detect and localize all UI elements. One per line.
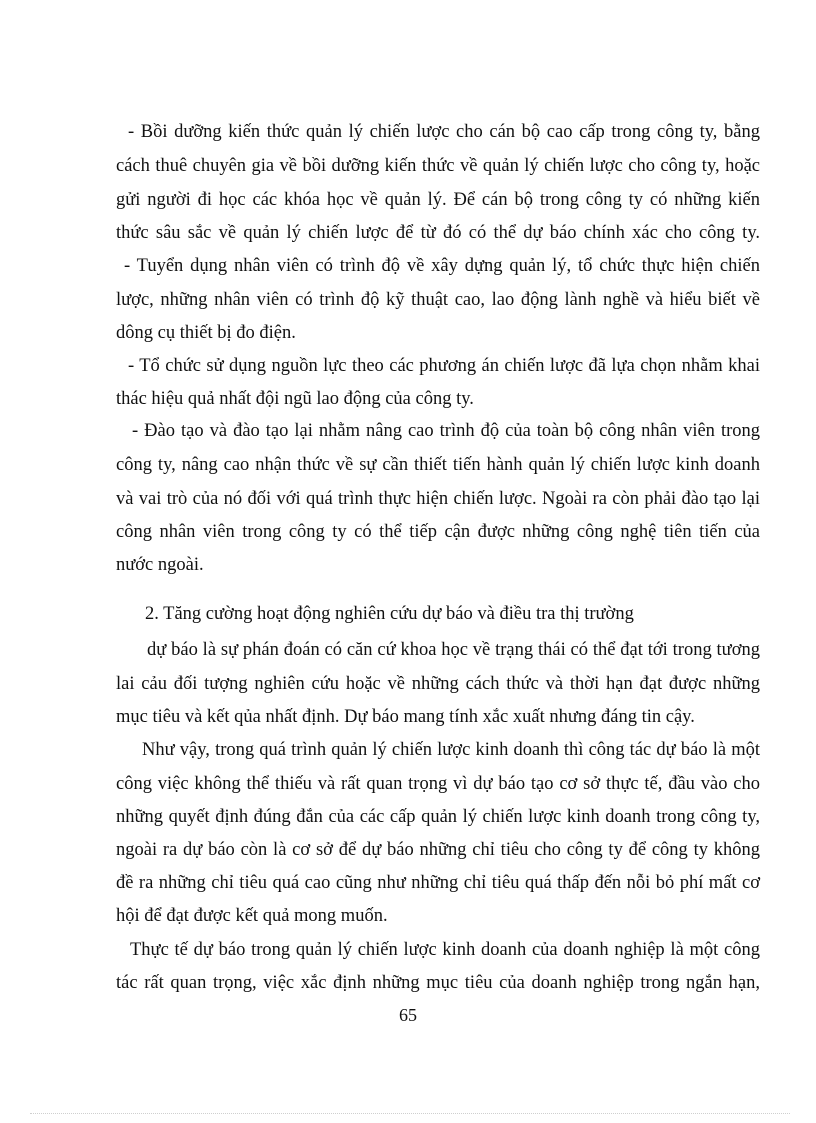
paragraph-1-line-4: thức sâu sắc về quản lý chiến lược để từ đó có thể dự báo chính xác cho công ty. <box>116 223 760 243</box>
paragraph-4-line-1: - Đào tạo và đào tạo lại nhằm nâng cao trình độ của toàn bộ công nhân viên trong <box>132 421 760 441</box>
paragraph-4-line-4: công nhân viên trong công ty có thể tiếp cận được những công nghệ tiên tiến của <box>116 522 760 542</box>
paragraph-6-line-3: những quyết định đúng đắn của các cấp quản lý chiến lược kinh doanh trong công ty, <box>116 807 760 827</box>
paragraph-4-line-3: và vai trò của nó đối với quá trình thực hiện chiến lược. Ngoài ra còn phải đào tạo lại <box>116 489 760 509</box>
paragraph-3-line-1: - Tổ chức sử dụng nguồn lực theo các phương án chiến lược đã lựa chọn nhằm khai <box>128 356 760 376</box>
paragraph-7-line-2: tác rất quan trọng, việc xắc định những mục tiêu của doanh nghiệp trong ngắn hạn, <box>116 973 760 993</box>
page-bottom-dotted-rule <box>30 1113 790 1114</box>
section-heading: 2. Tăng cường hoạt động nghiên cứu dự báo và điều tra thị trường <box>145 604 634 624</box>
paragraph-6-line-2: công việc không thể thiếu và rất quan trọng vì dự báo tạo cơ sở thực tế, đầu vào cho <box>116 774 760 794</box>
paragraph-2-line-1: - Tuyển dụng nhân viên có trình độ về xây dựng quản lý, tổ chức thực hiện chiến <box>124 256 760 276</box>
paragraph-7-line-1: Thực tế dự báo trong quản lý chiến lược kinh doanh của doanh nghiệp là một công <box>130 940 760 960</box>
page-number: 65 <box>399 1005 417 1025</box>
paragraph-6-line-4: ngoài ra dự báo còn là cơ sở để dự báo những chỉ tiêu cho công ty để công ty không <box>116 840 760 860</box>
paragraph-6-line-6: hội để đạt được kết quả mong muốn. <box>116 906 388 926</box>
paragraph-4-line-2: công ty, nâng cao nhận thức về sự cần thiết tiến hành quản lý chiến lược kinh doanh <box>116 455 760 475</box>
paragraph-1-line-1: - Bồi dưỡng kiến thức quản lý chiến lược cho cán bộ cao cấp trong công ty, bằng <box>128 122 760 142</box>
paragraph-1-line-3: gửi người đi học các khóa học về quản lý. Để cán bộ trong công ty có những kiến <box>116 190 760 210</box>
paragraph-5-line-2: lai cảu đối tượng nghiên cứu hoặc về những cách thức và thời hạn đạt được những <box>116 674 760 694</box>
paragraph-4-line-5: nước ngoài. <box>116 555 204 575</box>
paragraph-5-line-1: dự báo là sự phán đoán có căn cứ khoa học về trạng thái có thể đạt tới trong tương <box>147 640 760 660</box>
paragraph-3-line-2: thác hiệu quả nhất đội ngũ lao động của công ty. <box>116 389 474 409</box>
paragraph-6-line-1: Như vậy, trong quá trình quản lý chiến lược kinh doanh thì công tác dự báo là một <box>142 740 760 760</box>
paragraph-5-line-3: mục tiêu và kết qủa nhất định. Dự báo mang tính xắc xuất nhưng đáng tin cậy. <box>116 707 695 727</box>
paragraph-6-line-5: đề ra những chỉ tiêu quá cao cũng như những chỉ tiêu quá thấp đến nỗi bỏ phí mất cơ <box>116 873 760 893</box>
paragraph-2-line-2: lược, những nhân viên có trình độ kỹ thuật cao, lao động lành nghề và hiểu biết về <box>116 290 760 310</box>
paragraph-2-line-3: dông cụ thiết bị đo điện. <box>116 323 296 343</box>
paragraph-1-line-2: cách thuê chuyên gia về bồi dưỡng kiến thức về quản lý chiến lược cho công ty, hoặc <box>116 156 760 176</box>
